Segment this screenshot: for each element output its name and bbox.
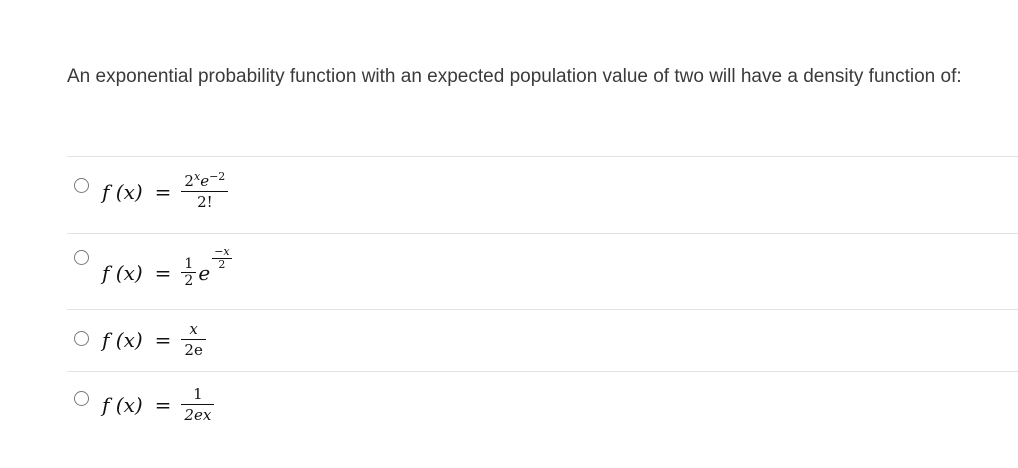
coefficient-numerator: 1 (184, 256, 194, 272)
radio-button-1[interactable] (74, 178, 89, 193)
radio-button-4[interactable] (74, 391, 89, 406)
formula-lhs: f (x) (102, 260, 143, 285)
fraction-denominator: 2ex (184, 406, 212, 424)
coefficient-fraction (181, 256, 196, 289)
exponent-numerator: −x (214, 245, 230, 258)
answer-option-3[interactable] (67, 309, 1018, 371)
fraction (181, 319, 205, 360)
formula-option-4 (102, 384, 214, 425)
formula-option-3 (102, 319, 206, 360)
equals-sign: = (154, 327, 172, 352)
radio-button-3[interactable] (74, 331, 89, 346)
formula-lhs: f (x) (102, 392, 143, 417)
fraction-denominator: 2! (197, 193, 213, 211)
formula-option-2 (102, 245, 232, 289)
numerator-base: 2 (184, 172, 194, 190)
exponent-denominator: 2 (218, 258, 226, 271)
base-e: e (198, 260, 211, 285)
numerator-e-exponent: −2 (209, 170, 226, 183)
fraction-numerator: 1 (193, 385, 203, 403)
numerator-exponent: x (193, 170, 201, 183)
question-text: An exponential probability function with an expected population value of two will have a density function of: (67, 66, 962, 87)
fraction-denominator: 2e (184, 341, 203, 359)
answer-option-2[interactable] (67, 233, 1018, 309)
exponent-fraction (212, 246, 231, 271)
formula-lhs: f (x) (102, 179, 143, 204)
answer-options (67, 156, 1018, 441)
radio-button-2[interactable] (74, 250, 89, 265)
answer-option-4[interactable] (67, 371, 1018, 441)
equals-sign: = (154, 179, 172, 204)
equals-sign: = (154, 260, 172, 285)
coefficient-denominator: 2 (184, 273, 194, 289)
fraction (181, 171, 228, 212)
equals-sign: = (154, 392, 172, 417)
formula-lhs: f (x) (102, 327, 143, 352)
fraction (181, 384, 214, 425)
fraction-numerator (181, 171, 228, 191)
answer-option-1[interactable] (67, 156, 1018, 233)
formula-option-1 (102, 171, 228, 212)
fraction-numerator: x (189, 320, 198, 338)
numerator-e: e (200, 172, 210, 190)
